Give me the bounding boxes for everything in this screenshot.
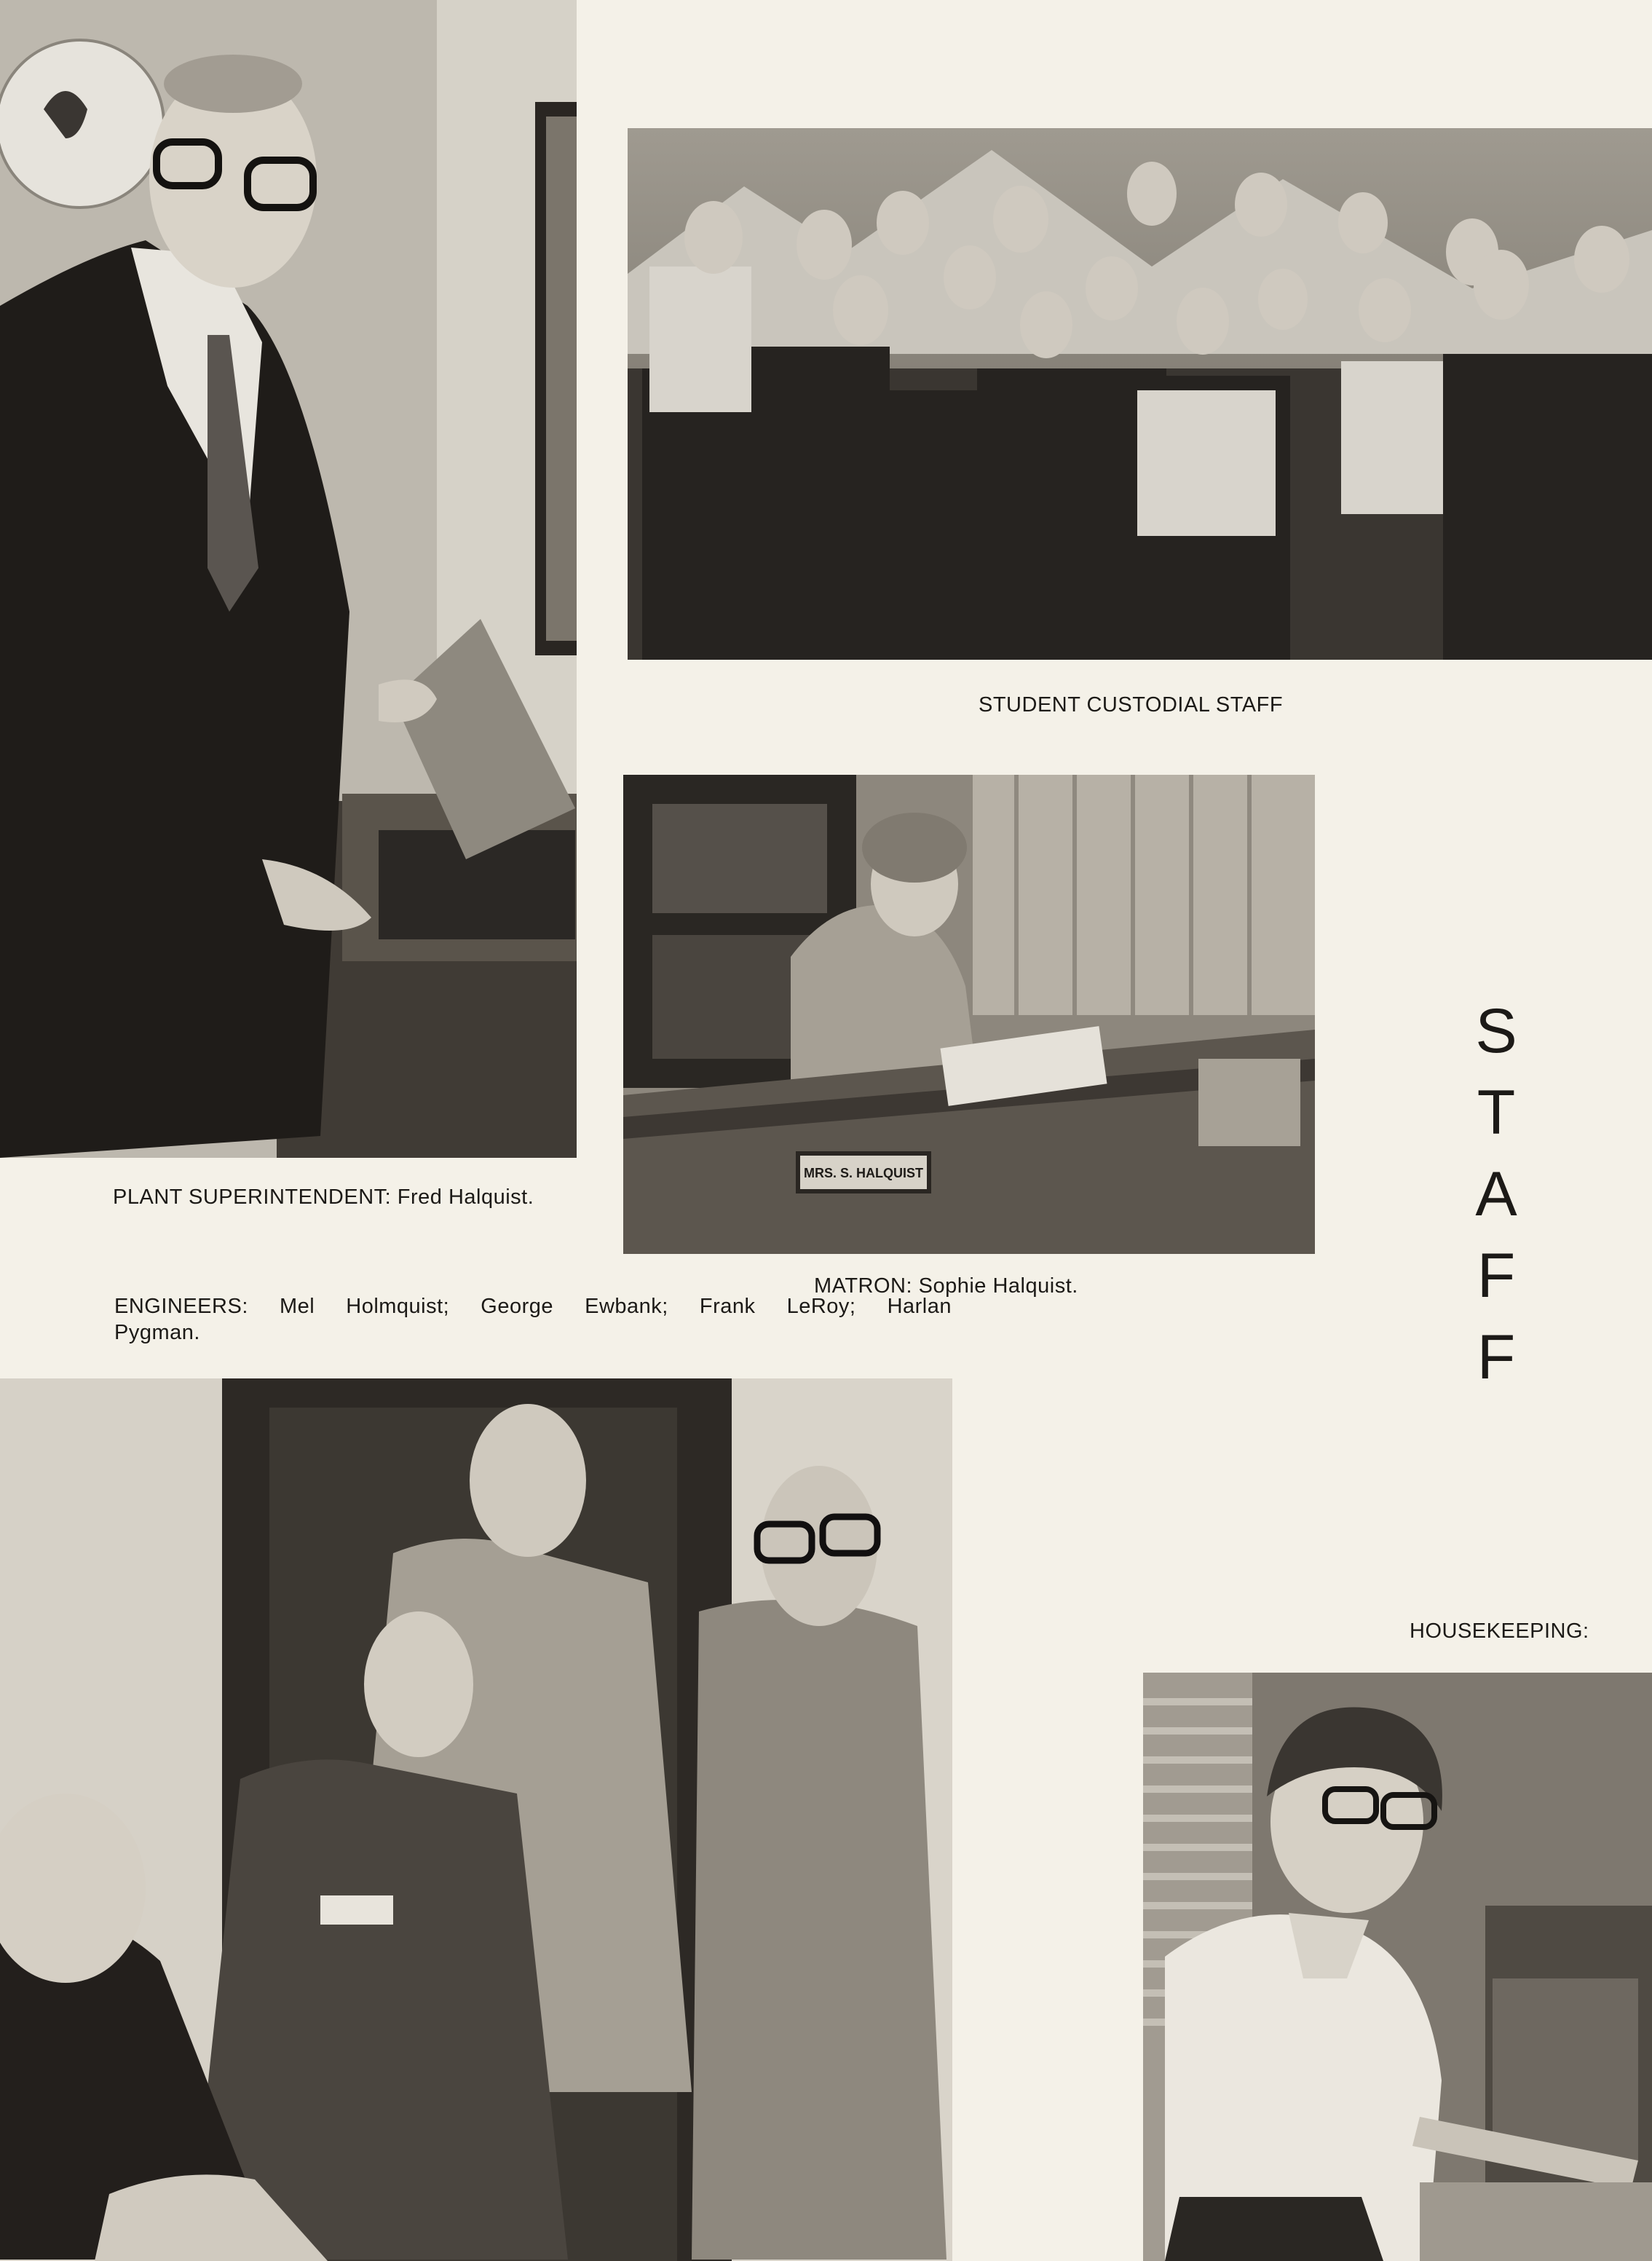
photo-matron — [623, 775, 1315, 1254]
section-title-letter: A — [1475, 1159, 1517, 1229]
caption-matron: MATRON: Sophie Halquist. — [814, 1274, 1078, 1298]
section-title-letter: F — [1477, 1241, 1516, 1311]
caption-plant-superintendent: PLANT SUPERINTENDENT: Fred Halquist. — [113, 1185, 534, 1209]
photo-student-custodial-staff — [628, 128, 1652, 660]
section-title-letter: S — [1475, 996, 1517, 1066]
caption-engineers-line-2: Pygman. — [114, 1321, 200, 1345]
caption-engineers — [114, 1293, 952, 1346]
photo-engineers — [0, 1378, 952, 2261]
section-title-letter: F — [1477, 1322, 1516, 1392]
photo-housekeeping — [1143, 1673, 1652, 2261]
photo-plant-superintendent — [0, 0, 577, 1158]
section-title-staff — [1456, 990, 1536, 1398]
caption-housekeeping: HOUSEKEEPING: — [1410, 1619, 1589, 1643]
caption-engineers-line-1: ENGINEERS: Mel Holmquist; George Ewbank; Frank LeRoy; Harlan — [114, 1295, 952, 1318]
section-title-letter: T — [1477, 1078, 1516, 1148]
nameplate-text: MRS. S. HALQUIST — [803, 1166, 924, 1180]
caption-student-custodial-staff: STUDENT CUSTODIAL STAFF — [979, 693, 1284, 717]
